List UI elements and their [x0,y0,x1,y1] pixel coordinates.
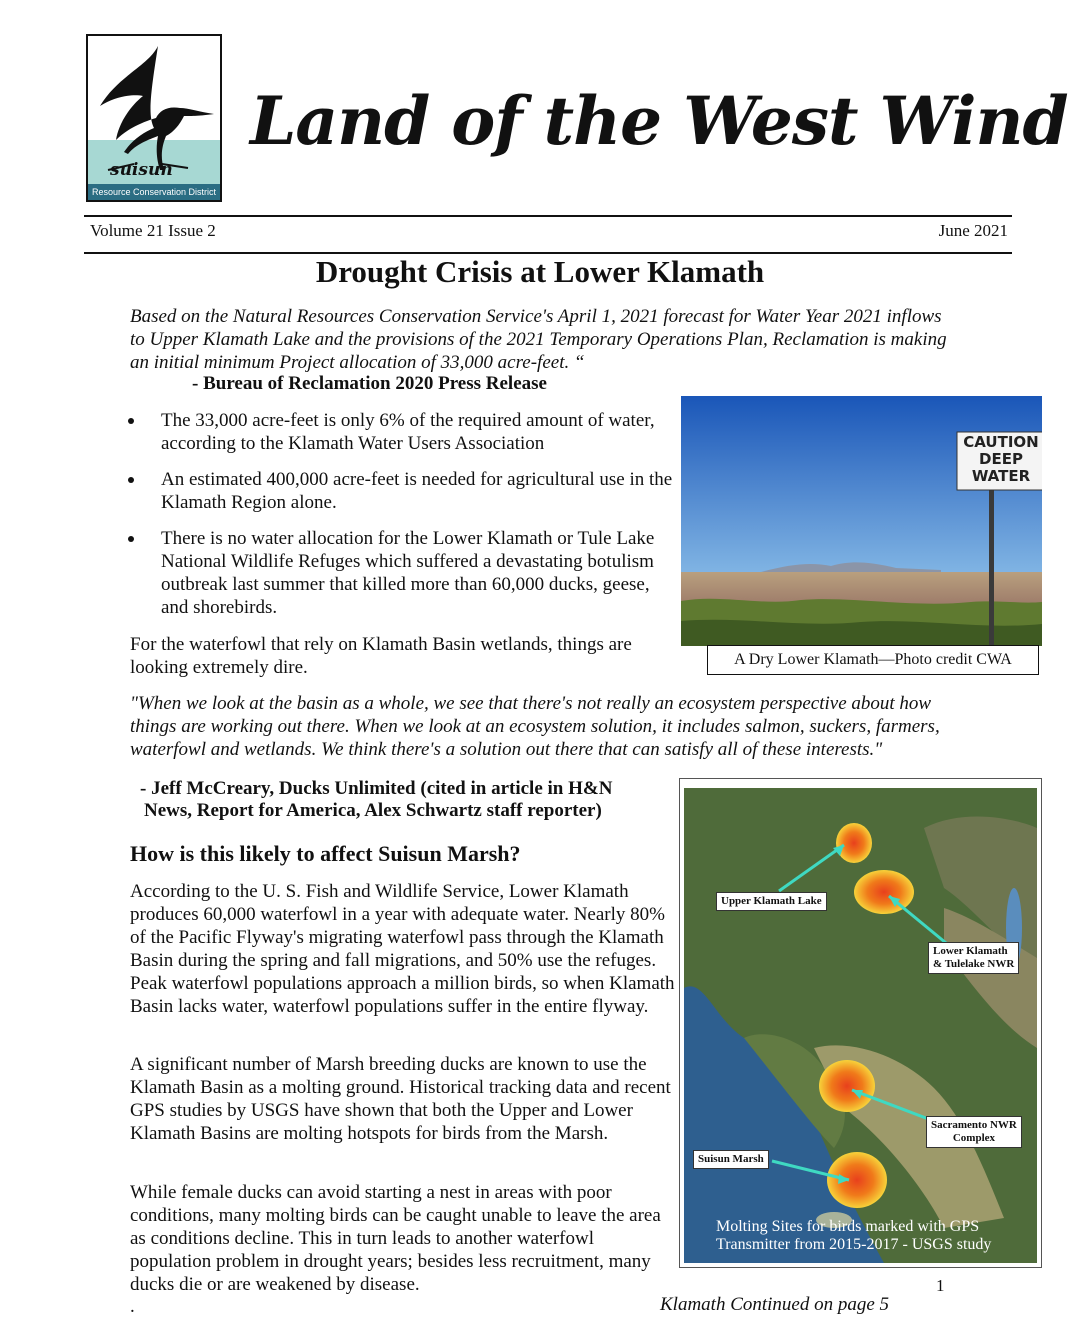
attribution-line-2: News, Report for America, Alex Schwartz staff reporter) [144,800,602,821]
list-item [128,527,673,619]
map-label-line: Complex [952,1132,996,1144]
bullet-list [128,409,673,632]
logo-wordmark: suisun [110,160,173,180]
logo-subtitle: Resource Conservation District [88,184,220,200]
issue-date: June 2021 [938,221,1008,240]
paragraph-molting: A significant number of Marsh breeding ducks are known to use the Klamath Basin as a molting ground. Historical tracking data and recent GPS studies by USGS have shown that both the Upper and Lower Klamath Basins are molting hotspots for birds from the Marsh. [130,1054,671,1144]
issue-volume: Volume 21 Issue 2 [90,221,216,240]
map-label-line: Lower Klamath [933,945,1008,957]
sign-line-2: DEEP [979,450,1023,468]
section-subhead: How is this likely to affect Suisun Marsh? [130,841,521,866]
photo-caption: A Dry Lower Klamath—Photo credit CWA [707,645,1039,675]
map-label-line: & Tulelake NWR [933,958,1015,970]
sign-line-3: WATER [971,467,1031,485]
map-label-line: Sacramento NWR [931,1119,1017,1131]
molting-sites-map [684,788,1037,1263]
paragraph-female-ducks: While female ducks can avoid starting a nest in areas with poor conditions, many molting birds can be caught unable to leave the area as conditions decline. This in turn leads to another waterfowl population problem in drought years; besides less recruitment, many ducks die or are weakened by disease. [130,1182,661,1295]
continued-note: Klamath Continued on page 5 [660,1294,890,1315]
attribution-line-1: - Jeff McCreary, Ducks Unlimited (cited in article in H&N [140,778,613,799]
map-caption [716,1218,1036,1254]
page-number: 1 [936,1276,945,1295]
bullet-icon [128,536,134,542]
trailing-period: . [130,1296,135,1317]
sign-line-1: CAUTION [963,433,1039,451]
map-caption-line-2: Transmitter from 2015-2017 - USGS study [716,1236,992,1253]
bullet-icon [128,418,134,424]
paragraph-dire: For the waterfowl that rely on Klamath Basin wetlands, things are looking extremely dire. [130,634,632,678]
list-item [128,468,673,514]
intro-quote: Based on the Natural Resources Conservation Service's April 1, 2021 forecast for Water Year 2021 inflows to Upper Klamath Lake and the provisions of the 2021 Temporary Operations Plan, Reclamation is making an initial minimum Project allocation of 33,000 acre-feet. “ [130,306,947,373]
masthead-title: Land of the West Wind [250,82,1068,160]
bullet-icon [128,477,134,483]
suisun-rcd-logo [86,34,222,202]
article-headline: Drought Crisis at Lower Klamath [315,254,765,289]
divider-top [84,215,1012,217]
list-item [128,409,673,455]
map-label-upper-klamath: Upper Klamath Lake [716,892,827,911]
bullet-text: The 33,000 acre-feet is only 6% of the required amount of water, according to the Klamath Water Users Association [161,410,655,454]
map-label-sacramento [926,1116,1022,1148]
intro-attribution: - Bureau of Reclamation 2020 Press Release [192,373,547,394]
ducks-quote-attribution [140,778,680,822]
ducks-unlimited-quote: "When we look at the basin as a whole, we see that there's not really an ecosystem perspective about how things are working out there. When we look at an ecosystem solution, it includes salmon, suckers, farmers, waterfowl and wetlands. We think there's a solution out there that can satisfy all of these interests." [130,693,940,760]
dry-lake-photo [681,396,1042,646]
bullet-text: An estimated 400,000 acre-feet is needed for agricultural use in the Klamath Region alone. [161,469,673,513]
bullet-text: There is no water allocation for the Lower Klamath or Tule Lake National Wildlife Refuges which suffered a devastating botulism outbreak last summer that killed more than 60,000 ducks, geese, and shorebirds. [161,528,655,618]
paragraph-fws: According to the U. S. Fish and Wildlife Service, Lower Klamath produces 60,000 waterfowl in a year with adequate water. Nearly 80% of the Pacific Flyway's migrating waterfowl pass through the Klamath Basin during the spring and fall migrations, and 50% use the refuges. Peak waterfowl populations approach a million birds, so when Klamath Basin lacks water, waterfowl populations suffer in the entire flyway. [130,881,675,1017]
map-caption-line-1: Molting Sites for birds marked with GPS [716,1218,980,1235]
map-label-suisun: Suisun Marsh [693,1150,769,1169]
map-label-lower-klamath [928,942,1019,974]
